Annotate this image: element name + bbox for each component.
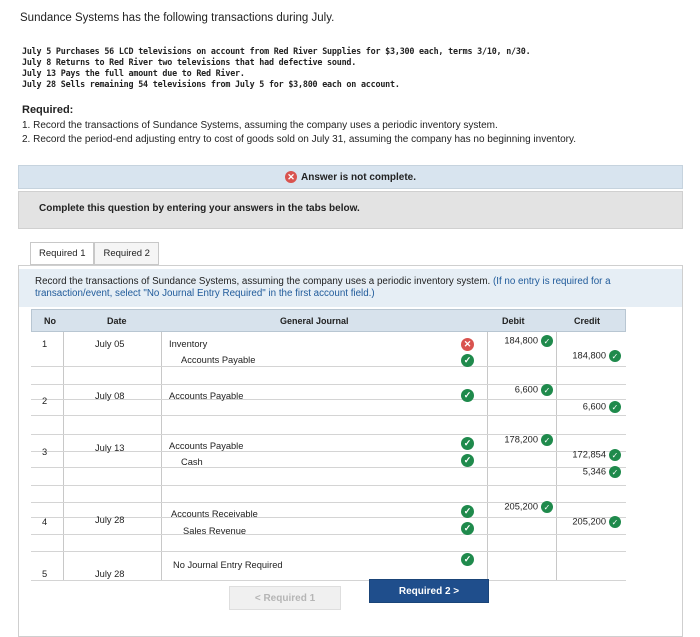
debit-field[interactable] [491, 501, 553, 513]
entry-no: 4 [42, 517, 48, 527]
check-icon: ✓ [541, 434, 553, 446]
check-icon: ✓ [461, 354, 474, 367]
entry-date[interactable]: July 28 [95, 515, 125, 525]
entry-date[interactable]: July 28 [95, 569, 125, 579]
tab-required-1[interactable]: Required 1 [30, 242, 94, 265]
instruction-note: (If no entry is required for a transaction/event, select "No Journal Entry Required" in the first account field.) [35, 276, 611, 299]
credit-field[interactable] [559, 350, 621, 362]
debit-value: 178,200 [504, 434, 538, 445]
instruction-main: Record the transactions of Sundance Systems, assuming the company uses a periodic inventory system. [35, 276, 491, 287]
check-icon: ✓ [609, 350, 621, 362]
next-required-button[interactable]: Required 2 > [369, 579, 489, 603]
credit-value: 5,346 [582, 466, 606, 477]
credit-field[interactable] [559, 449, 621, 461]
check-icon: ✓ [541, 384, 553, 396]
required-item: 1. Record the transactions of Sundance Systems, assuming the company uses a periodic inventory system. [22, 120, 498, 131]
entry-no: 5 [42, 569, 48, 579]
required-heading: Required: [22, 104, 74, 116]
col-date: Date [107, 316, 127, 326]
journal-panel [18, 265, 683, 637]
journal-header [31, 309, 626, 332]
col-credit: Credit [574, 316, 601, 326]
transaction-line: July 8 Returns to Red River two televisions that had defective sound. [22, 57, 357, 67]
credit-field[interactable] [559, 401, 621, 413]
prev-required-button[interactable]: < Required 1 [229, 586, 341, 610]
account-field[interactable]: Accounts Payable [181, 355, 256, 365]
check-icon: ✓ [461, 505, 474, 518]
entry-no: 3 [42, 447, 48, 457]
credit-value: 6,600 [582, 401, 606, 412]
credit-field[interactable] [559, 466, 621, 478]
check-icon: ✓ [541, 501, 553, 513]
check-icon: ✓ [541, 335, 553, 347]
credit-value: 205,200 [572, 516, 606, 527]
incorrect-icon: ✕ [285, 171, 297, 183]
col-journal: General Journal [280, 316, 349, 326]
incorrect-icon: ✕ [461, 338, 474, 351]
tab-bar [30, 242, 159, 265]
required-item: 2. Record the period-end adjusting entry to cost of goods sold on July 31, assuming the company has no beginning inventory. [22, 134, 577, 145]
credit-field[interactable] [559, 516, 621, 528]
check-icon: ✓ [461, 454, 474, 467]
debit-value: 205,200 [504, 501, 538, 512]
transaction-line: July 28 Sells remaining 54 televisions from July 5 for $3,800 each on account. [22, 79, 400, 89]
debit-value: 6,600 [514, 384, 538, 395]
entry-no: 1 [42, 339, 48, 349]
account-field[interactable]: Inventory [169, 339, 208, 349]
check-icon: ✓ [461, 522, 474, 535]
entry-date[interactable]: July 08 [95, 391, 125, 401]
journal-instructions [19, 269, 682, 307]
credit-value: 172,854 [572, 449, 606, 460]
check-icon: ✓ [461, 389, 474, 402]
account-field[interactable]: Sales Revenue [183, 526, 247, 536]
debit-field[interactable] [491, 434, 553, 446]
complete-instructions: Complete this question by entering your answers in the tabs below. [18, 191, 683, 229]
tab-required-2[interactable]: Required 2 [94, 242, 158, 265]
check-icon: ✓ [609, 466, 621, 478]
account-field[interactable]: No Journal Entry Required [173, 560, 283, 570]
check-icon: ✓ [461, 437, 474, 450]
check-icon: ✓ [609, 449, 621, 461]
debit-field[interactable] [491, 384, 553, 396]
account-field[interactable]: Accounts Receivable [171, 509, 258, 519]
account-field[interactable]: Accounts Payable [169, 391, 244, 401]
entry-date[interactable]: July 13 [95, 443, 125, 453]
debit-value: 184,800 [504, 335, 538, 346]
intro-text: Sundance Systems has the following transactions during July. [20, 12, 335, 24]
account-field[interactable]: Cash [181, 457, 203, 467]
answer-status-text: Answer is not complete. [300, 171, 417, 183]
check-icon: ✓ [461, 553, 474, 566]
debit-field[interactable] [491, 335, 553, 347]
answer-status-bar [18, 165, 683, 189]
check-icon: ✓ [609, 516, 621, 528]
entry-date[interactable]: July 05 [95, 339, 125, 349]
credit-value: 184,800 [572, 350, 606, 361]
col-no: No [44, 316, 56, 326]
account-field[interactable]: Accounts Payable [169, 441, 244, 451]
check-icon: ✓ [609, 401, 621, 413]
transaction-line: July 5 Purchases 56 LCD televisions on account from Red River Supplies for $3,300 each, terms 3/10, n/30. [22, 46, 531, 56]
transaction-line: July 13 Pays the full amount due to Red River. [22, 68, 245, 78]
entry-no: 2 [42, 396, 48, 406]
col-debit: Debit [502, 316, 525, 326]
